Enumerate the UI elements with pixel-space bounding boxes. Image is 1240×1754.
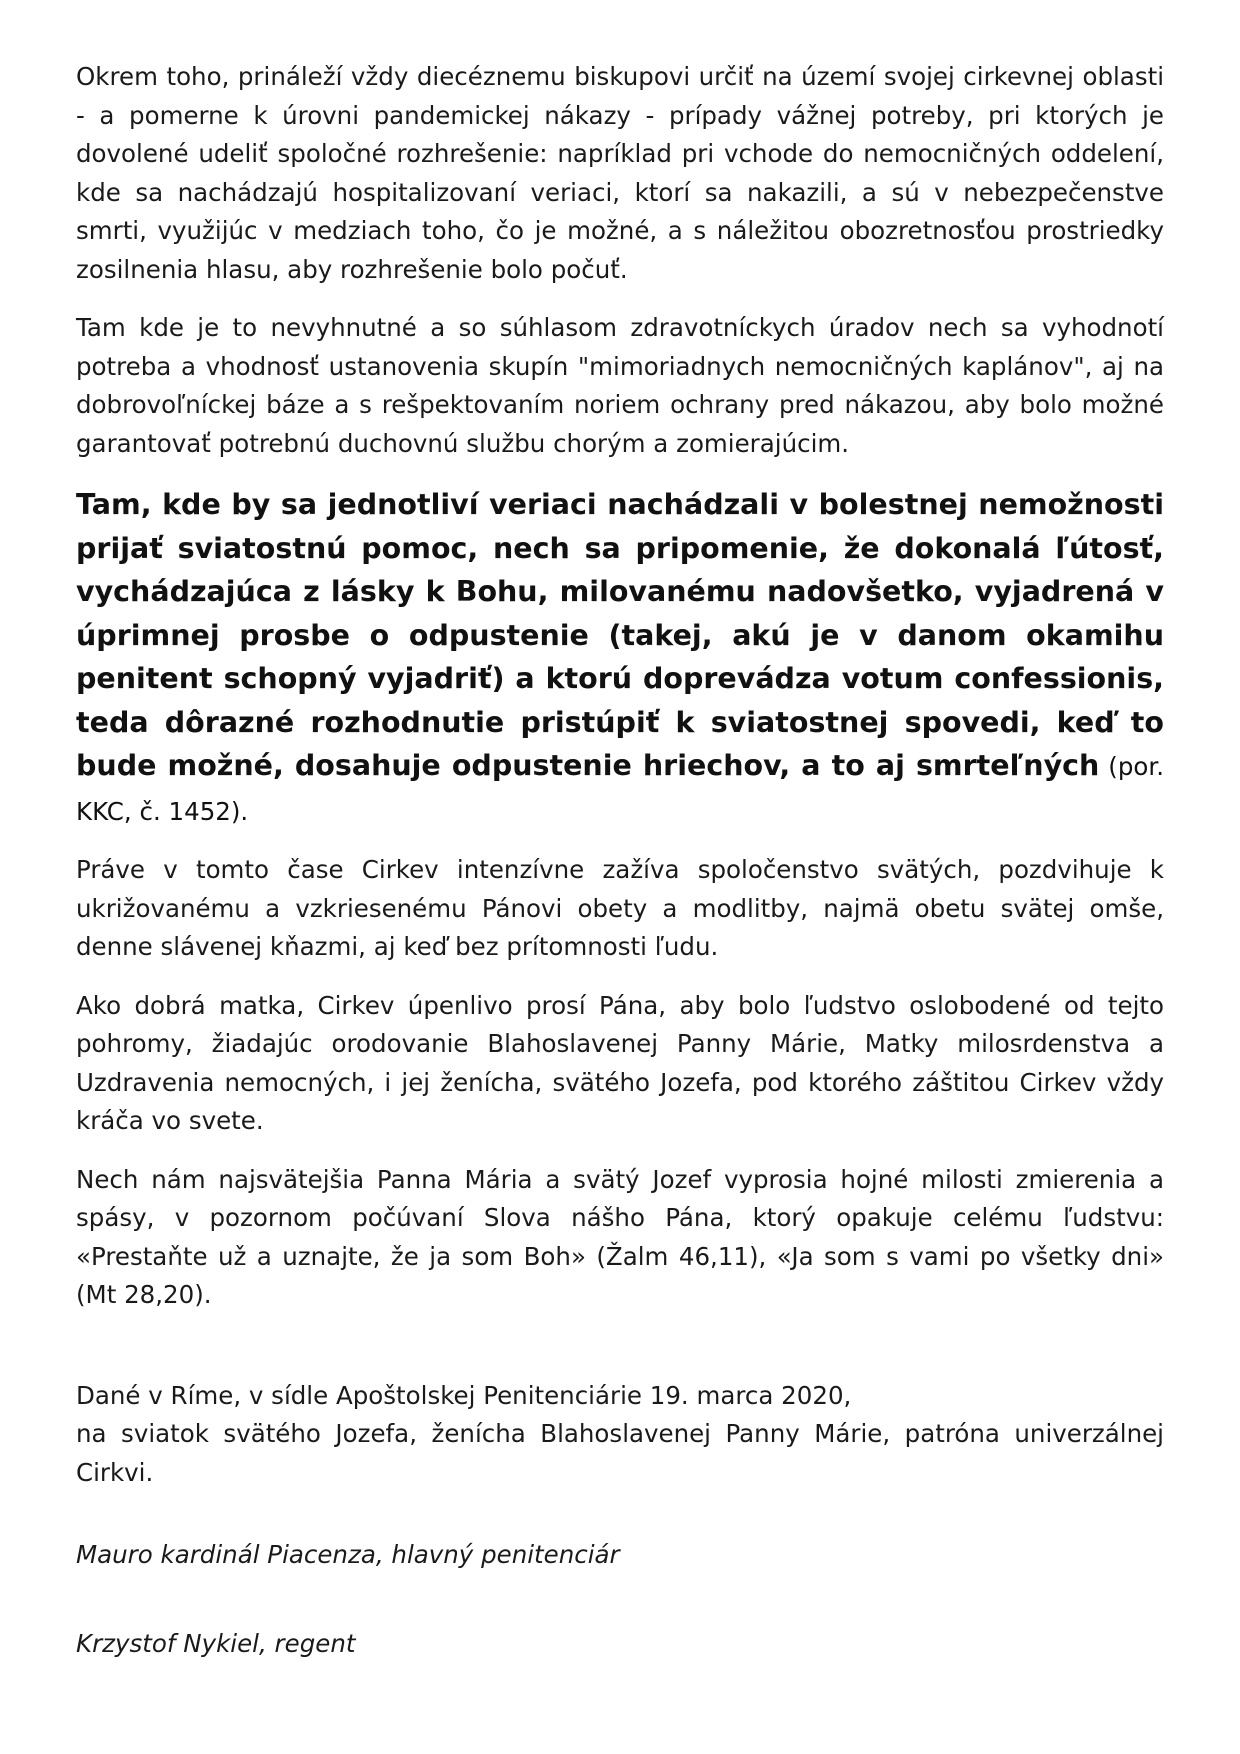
dateline [76,1377,1164,1493]
signature-regent: Krzystof Nykiel, regent [76,1628,356,1658]
paragraph-intercession: Ako dobrá matka, Cirkev úpenlivo prosí Pána, aby bolo ľudstvo oslobodené od tejto pohromy, žiadajúc orodovanie Blahoslavenej Panny Márie, Matky milosrdenstva a Uzdravenia nemocných, i jej ženícha, svätého Jozefa, pod ktorého záštitou Cirkev vždy kráča vo svete. [76,990,1164,1135]
signature-major-penitentiary: Mauro kardinál Piacenza, hlavný penitenciár [76,1540,620,1569]
paragraph-hospital-chaplains: Tam kde je to nevyhnutné a so súhlasom zdravotníckych úradov nech sa vyhodnotí potreba a vhodnosť ustanovenia skupín "mimoriadnych nemocničných kaplánov", aj na dobrovoľníckej báze a s rešpektovaním noriem ochrany pred nákazou, aby bolo možné garantovať potrebnú duchovnú službu chorým a zomierajúcim. [76,313,1164,458]
dateline-feast: na sviatok svätého Jozefa, ženícha Blahoslavenej Panny Márie, patróna univerzálnej Cirkvi. [76,1419,1164,1487]
catechism-citation: (por. KKC, č. 1452). [76,752,1165,826]
paragraph-final-prayer: Nech nám najsvätejšia Panna Mária a svätý Jozef vyprosia hojné milosti zmierenia a spásy, v pozornom počúvaní Slova nášho Pána, ktorý opakuje celému ľudstvu: «Prestaňte už a uznajte, že ja som Boh» (Žalm 46,11), «Ja som s vami po všetky dni» (Mt 28,20). [76,1164,1164,1309]
highlight-text: Tam, kde by sa jednotliví veriaci nachádzali v bolestnej nemožnosti prijať sviatostnú pomoc, nech sa pripomenie, že dokonalá ľútosť, vychádzajúca z lásky k Bohu, milovanému nadovšetko, vyjadrená v úprimnej prosbe o odpustenie (takej, akú je v danom okamihu penitent schopný vyjadriť) a ktorú doprevádza votum confessionis, teda dôrazné rozhodnutie pristúpiť k sviatostnej spovedi, keď to bude možné, dosahuje odpustenie hriechov, a to aj smrteľných [76,488,1164,782]
dateline-place-date: Dané v Ríme, v sídle Apoštolskej Penitenciárie 19. marca 2020, [76,1380,852,1410]
paragraph-communion-of-saints: Práve v tomto čase Cirkev intenzívne zažíva spoločenstvo svätých, pozdvihuje k ukrižovanému a vzkriesenému Pánovi obety a modlitby, najmä obetu svätej omše, denne slávenej kňazmi, aj keď bez prítomnosti ľudu. [76,855,1164,961]
paragraph-general-absolution: Okrem toho, prináleží vždy diecéznemu biskupovi určiť na území svojej cirkevnej oblasti - a pomerne k úrovni pandemickej nákazy - prípady vážnej potreby, pri ktorých je dovolené udeliť spoločné rozhrešenie: napríklad pri vchode do nemocničných oddelení, kde sa nachádzajú hospitalizovaní veriaci, ktorí sa nakazili, a sú v nebezpečenstve smrti, využijúc v medziach toho, čo je možné, a s náležitou obozretnosťou prostriedky zosilnenia hlasu, aby rozhrešenie bolo počuť. [76,62,1164,284]
highlight-paragraph-perfect-contrition [76,483,1164,833]
document-page [76,58,1164,1663]
